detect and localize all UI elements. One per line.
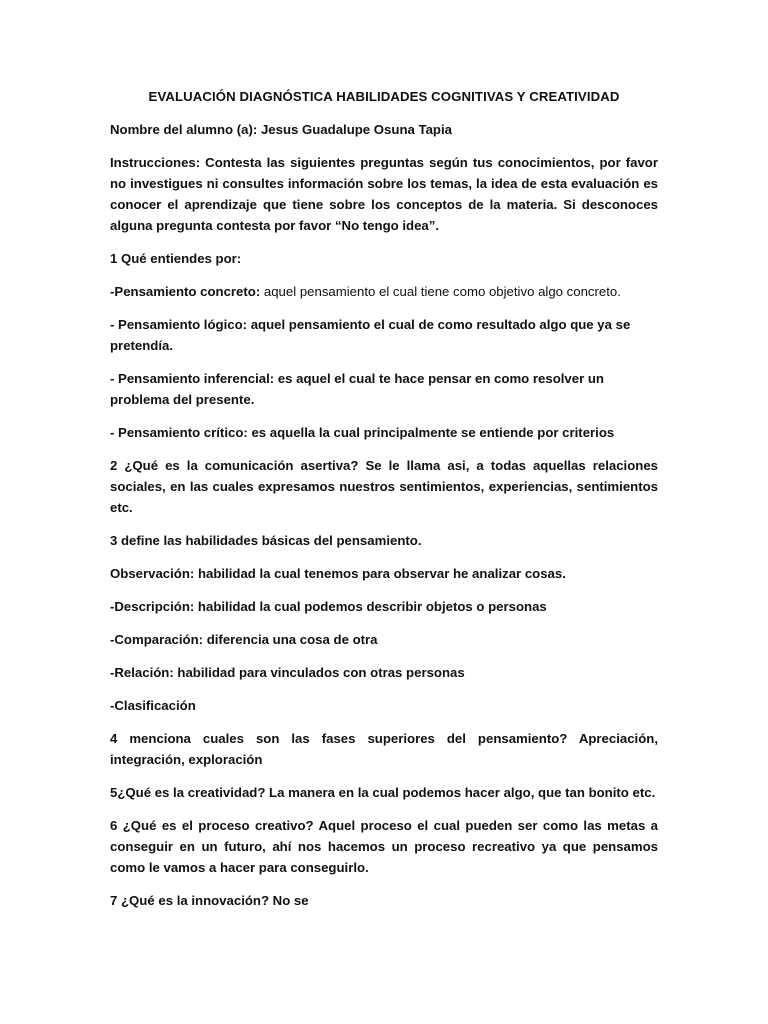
q3-item-description: -Descripción: habilidad la cual podemos describir objetos o personas [110, 599, 547, 614]
q1-item-concrete [110, 281, 658, 302]
document-title: EVALUACIÓN DIAGNÓSTICA HABILIDADES COGNITIVAS Y CREATIVIDAD [148, 89, 620, 104]
question-1: 1 Qué entiendes por: [110, 251, 242, 266]
question-4: 4 menciona cuales son las fases superiores del pensamiento? Apreciación, integración, exploración [110, 731, 658, 767]
q3-item-observation: Observación: habilidad la cual tenemos para observar he analizar cosas. [110, 566, 566, 581]
document-page [110, 86, 658, 923]
q3-item-classification: -Clasificación [110, 698, 196, 713]
question-2: 2 ¿Qué es la comunicación asertiva? Se le llama asi, a todas aquellas relaciones sociales, en las cuales expresamos nuestros sentimientos, experiencias, sentimientos etc. [110, 458, 658, 515]
q3-item-relation: -Relación: habilidad para vinculados con otras personas [110, 665, 465, 680]
q1-item-answer: es aquella la cual principalmente se entiende por criterios [251, 425, 615, 440]
q1-item-term: - Pensamiento lógico: [110, 317, 251, 332]
question-5: 5¿Qué es la creatividad? La manera en la cual podemos hacer algo, que tan bonito etc. [110, 785, 656, 800]
q1-item-answer: aquel pensamiento el cual tiene como objetivo algo concreto. [263, 284, 621, 299]
q1-item-critical [110, 422, 658, 443]
q1-item-answer: aquel pensamiento el cual de como resultado algo que ya se pretendía. [110, 317, 631, 353]
question-3: 3 define las habilidades básicas del pensamiento. [110, 533, 422, 548]
student-name-line [110, 119, 658, 140]
question-6: 6 ¿Qué es el proceso creativo? Aquel proceso el cual pueden ser como las metas a conseguir en un futuro, ahí nos hacemos un proceso recreativo ya que pensamos como le vamos a hacer para conseguirlo. [110, 818, 658, 875]
q1-item-inferential [110, 368, 658, 410]
student-name-label: Nombre del alumno (a): [110, 122, 261, 137]
question-7: 7 ¿Qué es la innovación? No se [110, 893, 309, 908]
student-name-value: Jesus Guadalupe Osuna Tapia [260, 122, 452, 137]
q1-item-answer: es aquel el cual te hace pensar en como resolver un problema del presente. [110, 371, 604, 407]
q1-item-term: -Pensamiento concreto: [110, 284, 264, 299]
instructions-paragraph: Instrucciones: Contesta las siguientes preguntas según tus conocimientos, por favor no investigues ni consultes información sobre los temas, la idea de esta evaluación es conocer el aprendizaje que tiene sobre los conceptos de la materia. Si desconoces alguna pregunta contesta por favor “No tengo idea”. [110, 155, 658, 233]
q1-item-term: - Pensamiento inferencial: [110, 371, 278, 386]
q1-item-logical [110, 314, 658, 356]
q1-item-term: - Pensamiento crítico: [110, 425, 252, 440]
q3-item-comparison: -Comparación: diferencia una cosa de otra [110, 632, 378, 647]
